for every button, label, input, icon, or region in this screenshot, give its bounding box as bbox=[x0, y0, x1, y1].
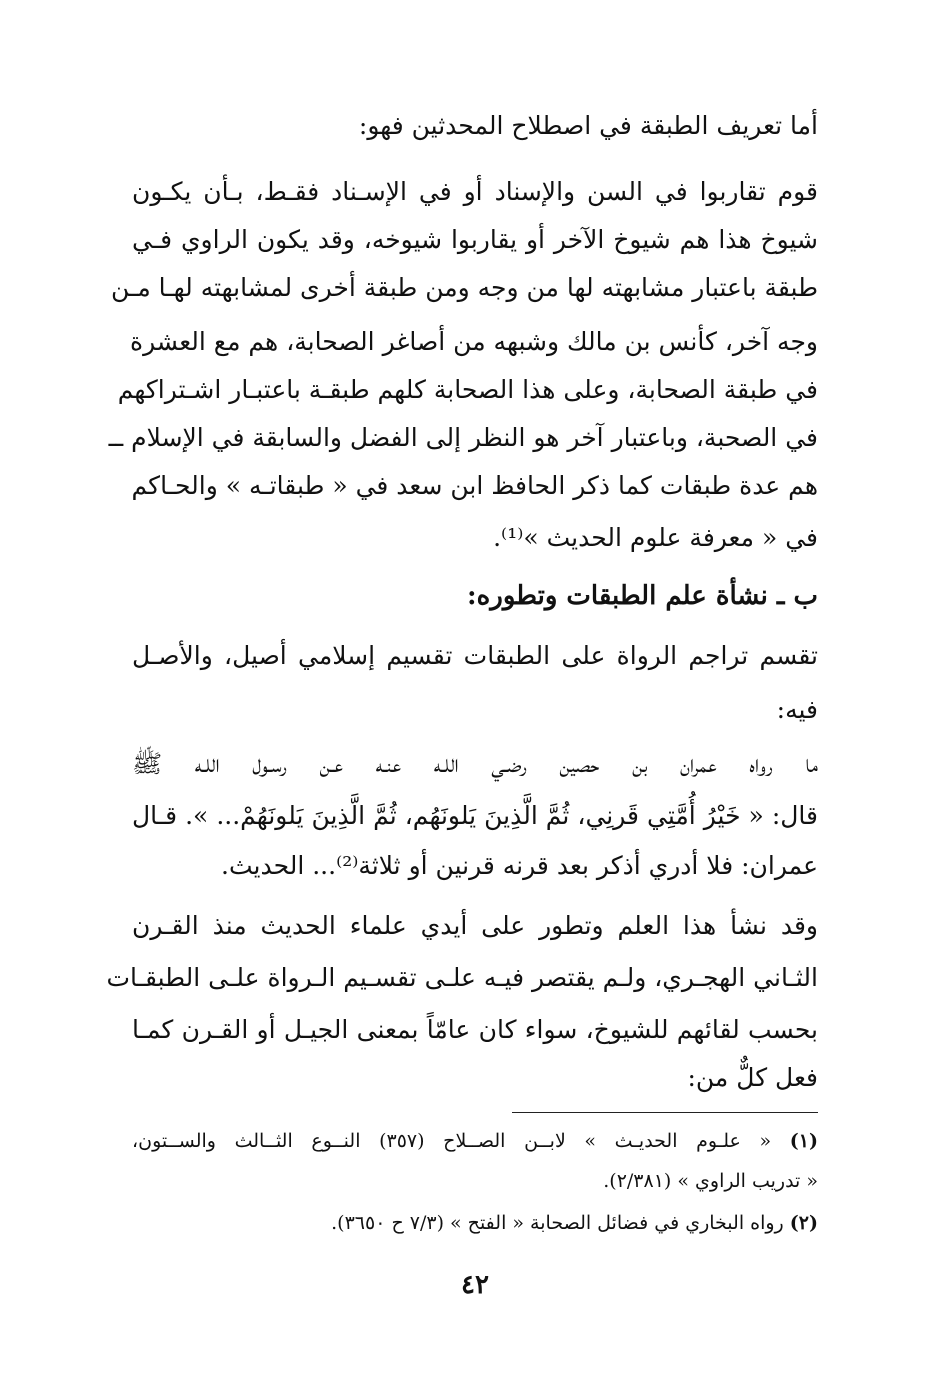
footnote-2 bbox=[132, 1208, 818, 1238]
section-heading: ب ـ نشأة علم الطبقات وتطوره: bbox=[467, 581, 818, 611]
body-line: في الصحبة، وباعتبار آخر هو النظر إلى الفضل والسابقة في الإسلام ــ bbox=[108, 423, 818, 452]
body-line: قوم تقاربوا في السن والإسناد أو في الإسـناد فقـط، بـأن يكـون bbox=[132, 177, 818, 206]
footnote-1-continued: « تدريب الراوي » (٢/٣٨١). bbox=[603, 1170, 818, 1192]
footnote-number: (١) bbox=[789, 1130, 819, 1152]
page-number: ٤٢ bbox=[461, 1270, 489, 1300]
body-line: فيه: bbox=[776, 695, 818, 724]
body-line: وقد نشأ هذا العلم وتطور على أيدي علماء الحديث منذ القـرن bbox=[132, 911, 818, 940]
footnote-text: رواه البخاري في فضائل الصحابة « الفتح » (٧/٣ ح ٣٦٥٠). bbox=[331, 1212, 784, 1234]
body-line: هم عدة طبقات كما ذكر الحافظ ابن سعد في « طبقاتـه » والحـاكم bbox=[131, 471, 818, 500]
body-line: عمران: فلا أدري أذكر بعد قرنه قرنين أو ثلاثة⁽²⁾... الحديث. bbox=[221, 851, 818, 880]
body-line: ما رواه عمران بن حصين رضـي اللـه عنـه عـن رسـول اللـه ﷺ bbox=[132, 749, 818, 778]
body-line: وجه آخر، كأنس بن مالك وشبهه من أصاغر الصحابة، هم مع العشرة bbox=[130, 327, 818, 356]
footnote-number: (٢) bbox=[789, 1212, 818, 1234]
body-line: في « معرفة علوم الحديث »⁽¹⁾. bbox=[493, 523, 818, 552]
body-line: طبقة باعتبار مشابهته لها من وجه ومن طبقة أخرى لمشابهته لهـا مـن bbox=[110, 273, 818, 302]
body-line: بحسب لقائهم للشيوخ، سواء كان عامّاً بمعنى الجيـل أو القـرن كمـا bbox=[132, 1015, 818, 1044]
body-line: شيوخ هذا هم شيوخ الآخر أو يقاربوا شيوخه، وقد يكون الراوي فـي bbox=[132, 225, 818, 254]
body-line: تقسم تراجم الرواة على الطبقات تقسيم إسلامي أصيل، والأصـل bbox=[132, 641, 818, 670]
footnote-1 bbox=[132, 1126, 818, 1156]
footnote-text: « علـوم الحديـث » لابــن الصــلاح (٣٥٧) النــوع الثــالث والســتون، bbox=[132, 1130, 772, 1152]
footnote-separator bbox=[512, 1112, 818, 1113]
body-line: في طبقة الصحابة، وعلى هذا الصحابة كلهم طبقـة باعتبـار اشـتراكهم bbox=[117, 375, 818, 404]
body-line: أما تعريف الطبقة في اصطلاح المحدثين فهو: bbox=[358, 111, 818, 140]
hadith-line: قال: « خَيْرُ أُمَّتِي قَرنِي، ثُمَّ الَّذِينَ يَلونَهُم، ثُمَّ الَّذِينَ يَلونَهُمْ... ». قـال bbox=[132, 801, 818, 830]
body-line: فعل كلٌّ من: bbox=[687, 1063, 818, 1092]
body-line: الثـاني الهجـري، ولـم يقتصر فيـه علـى تقسـيم الـرواة علـى الطبقـات bbox=[106, 963, 818, 992]
